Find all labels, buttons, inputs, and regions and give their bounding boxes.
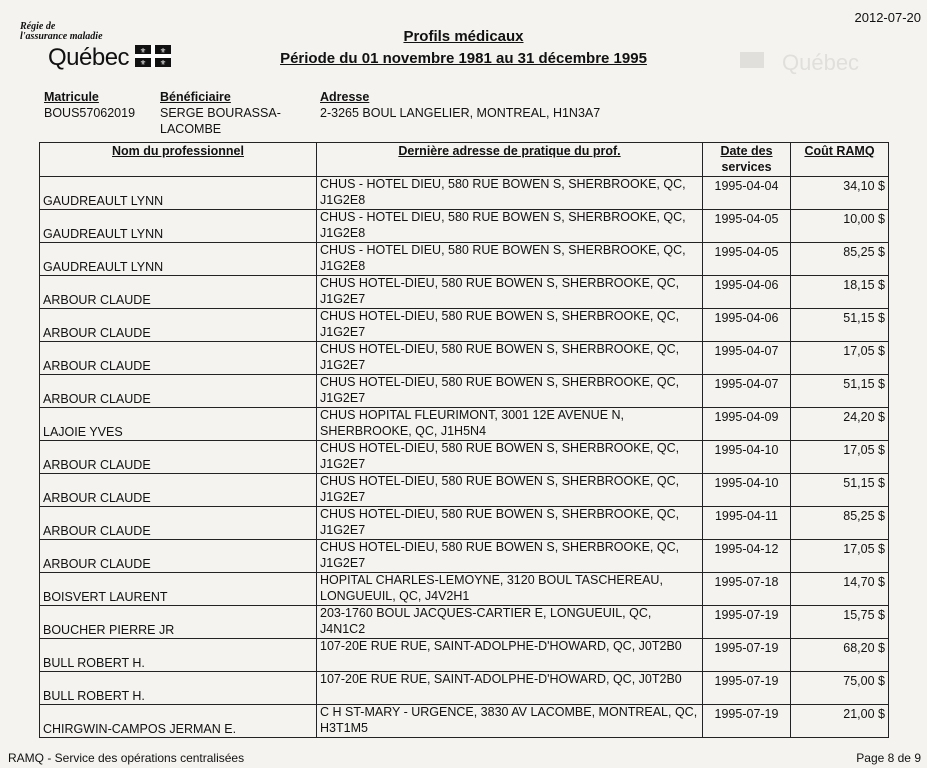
table-row [40, 375, 889, 408]
table-row [40, 309, 889, 342]
professional-name-cell: ARBOUR CLAUDE [40, 507, 317, 540]
professional-name-cell: GAUDREAULT LYNN [40, 177, 317, 210]
ramq-cost-cell: 18,15 $ [791, 276, 889, 309]
page-number: Page 8 de 9 [856, 751, 921, 765]
service-date-cell: 1995-04-09 [703, 408, 791, 441]
ramq-cost-cell: 68,20 $ [791, 639, 889, 672]
table-row [40, 705, 889, 738]
table-row [40, 210, 889, 243]
beneficiaire-label: Bénéficiaire [160, 90, 231, 104]
ramq-cost-cell: 85,25 $ [791, 243, 889, 276]
header-date: Date des services [703, 143, 791, 177]
professional-name-cell: ARBOUR CLAUDE [40, 375, 317, 408]
practice-address-cell: CHUS HOTEL-DIEU, 580 RUE BOWEN S, SHERBROOKE, QC, J1G2E7 [317, 342, 703, 375]
ramq-cost-cell: 17,05 $ [791, 540, 889, 573]
professional-name-cell: ARBOUR CLAUDE [40, 474, 317, 507]
ramq-cost-cell: 24,20 $ [791, 408, 889, 441]
table-row [40, 606, 889, 639]
table-row [40, 408, 889, 441]
ramq-cost-cell: 85,25 $ [791, 507, 889, 540]
service-date-cell: 1995-04-05 [703, 243, 791, 276]
ramq-cost-cell: 21,00 $ [791, 705, 889, 738]
service-date-cell: 1995-04-11 [703, 507, 791, 540]
print-date: 2012-07-20 [854, 10, 921, 25]
document-period: Période du 01 novembre 1981 au 31 décembre 1995 [280, 50, 647, 67]
svg-text:⚜: ⚜ [139, 59, 147, 67]
logo-line1: Régie de [20, 21, 56, 32]
professional-name-cell: ARBOUR CLAUDE [40, 309, 317, 342]
service-date-cell: 1995-07-19 [703, 705, 791, 738]
professional-name-cell: GAUDREAULT LYNN [40, 243, 317, 276]
adresse-label: Adresse [320, 90, 370, 104]
svg-text:⚜: ⚜ [139, 47, 147, 55]
professional-name-cell: ARBOUR CLAUDE [40, 441, 317, 474]
adresse-block [320, 89, 720, 121]
practice-address-cell: 107-20E RUE RUE, SAINT-ADOLPHE-D'HOWARD, QC, J0T2B0 [317, 672, 703, 705]
table-row [40, 474, 889, 507]
service-date-cell: 1995-04-10 [703, 441, 791, 474]
professional-name-cell: BOISVERT LAURENT [40, 573, 317, 606]
header-adresse: Dernière adresse de pratique du prof. [317, 143, 703, 177]
table-row [40, 276, 889, 309]
table-row [40, 441, 889, 474]
matricule-label: Matricule [44, 90, 99, 104]
ramq-cost-cell: 51,15 $ [791, 375, 889, 408]
practice-address-cell: CHUS HOTEL-DIEU, 580 RUE BOWEN S, SHERBROOKE, QC, J1G2E7 [317, 507, 703, 540]
practice-address-cell: CHUS HOTEL-DIEU, 580 RUE BOWEN S, SHERBROOKE, QC, J1G2E7 [317, 309, 703, 342]
practice-address-cell: CHUS HOPITAL FLEURIMONT, 3001 12E AVENUE N, SHERBROOKE, QC, J1H5N4 [317, 408, 703, 441]
service-date-cell: 1995-07-19 [703, 672, 791, 705]
professional-name-cell: BOUCHER PIERRE JR [40, 606, 317, 639]
practice-address-cell: CHUS HOTEL-DIEU, 580 RUE BOWEN S, SHERBROOKE, QC, J1G2E7 [317, 540, 703, 573]
table-row [40, 639, 889, 672]
table-row [40, 573, 889, 606]
professional-name-cell: GAUDREAULT LYNN [40, 210, 317, 243]
service-date-cell: 1995-04-10 [703, 474, 791, 507]
table-row [40, 540, 889, 573]
professional-name-cell: ARBOUR CLAUDE [40, 342, 317, 375]
service-date-cell: 1995-04-05 [703, 210, 791, 243]
service-date-cell: 1995-04-12 [703, 540, 791, 573]
ramq-cost-cell: 17,05 $ [791, 342, 889, 375]
table-row [40, 672, 889, 705]
service-date-cell: 1995-07-18 [703, 573, 791, 606]
medical-profile-table [39, 142, 889, 738]
header-cout: Coût RAMQ [791, 143, 889, 177]
table-row [40, 177, 889, 210]
service-date-cell: 1995-04-04 [703, 177, 791, 210]
professional-name-cell: ARBOUR CLAUDE [40, 276, 317, 309]
service-date-cell: 1995-04-06 [703, 309, 791, 342]
practice-address-cell: 203-1760 BOUL JACQUES-CARTIER E, LONGUEUIL, QC, J4N1C2 [317, 606, 703, 639]
ramq-cost-cell: 51,15 $ [791, 309, 889, 342]
footer-service: RAMQ - Service des opérations centralisées [8, 751, 245, 765]
logo-quebec: Québec [48, 44, 130, 71]
matricule-block [44, 89, 154, 121]
ramq-cost-cell: 10,00 $ [791, 210, 889, 243]
practice-address-cell: CHUS - HOTEL DIEU, 580 RUE BOWEN S, SHERBROOKE, QC, J1G2E8 [317, 210, 703, 243]
service-date-cell: 1995-04-07 [703, 375, 791, 408]
service-date-cell: 1995-04-06 [703, 276, 791, 309]
practice-address-cell: CHUS - HOTEL DIEU, 580 RUE BOWEN S, SHERBROOKE, QC, J1G2E8 [317, 243, 703, 276]
table-row [40, 243, 889, 276]
professional-name-cell: CHIRGWIN-CAMPOS JERMAN E. [40, 705, 317, 738]
professional-name-cell: ARBOUR CLAUDE [40, 540, 317, 573]
professional-name-cell: BULL ROBERT H. [40, 672, 317, 705]
ramq-cost-cell: 34,10 $ [791, 177, 889, 210]
professional-name-cell: BULL ROBERT H. [40, 639, 317, 672]
practice-address-cell: C H ST-MARY - URGENCE, 3830 AV LACOMBE, MONTREAL, QC, H3T1M5 [317, 705, 703, 738]
practice-address-cell: CHUS HOTEL-DIEU, 580 RUE BOWEN S, SHERBROOKE, QC, J1G2E7 [317, 474, 703, 507]
service-date-cell: 1995-07-19 [703, 606, 791, 639]
beneficiaire-block [160, 89, 300, 137]
table-row [40, 342, 889, 375]
practice-address-cell: HOPITAL CHARLES-LEMOYNE, 3120 BOUL TASCHEREAU, LONGUEUIL, QC, J4V2H1 [317, 573, 703, 606]
practice-address-cell: CHUS HOTEL-DIEU, 580 RUE BOWEN S, SHERBROOKE, QC, J1G2E7 [317, 441, 703, 474]
service-date-cell: 1995-07-19 [703, 639, 791, 672]
matricule-value: BOUS57062019 [44, 106, 136, 120]
header-professionnel: Nom du professionnel [40, 143, 317, 177]
svg-text:⚜: ⚜ [159, 47, 167, 55]
adresse-value: 2-3265 BOUL LANGELIER, MONTREAL, H1N3A7 [320, 106, 601, 120]
logo-line2: l'assurance maladie [20, 31, 103, 42]
svg-text:⚜: ⚜ [159, 59, 167, 67]
ramq-cost-cell: 14,70 $ [791, 573, 889, 606]
practice-address-cell: CHUS HOTEL-DIEU, 580 RUE BOWEN S, SHERBROOKE, QC, J1G2E7 [317, 375, 703, 408]
service-date-cell: 1995-04-07 [703, 342, 791, 375]
ramq-cost-cell: 15,75 $ [791, 606, 889, 639]
document-title: Profils médicaux [403, 28, 524, 45]
practice-address-cell: 107-20E RUE RUE, SAINT-ADOLPHE-D'HOWARD, QC, J0T2B0 [317, 639, 703, 672]
beneficiaire-value: SERGE BOURASSA-LACOMBE [160, 106, 281, 136]
svg-text:Québec: Québec [782, 50, 860, 75]
ramq-cost-cell: 51,15 $ [791, 474, 889, 507]
practice-address-cell: CHUS HOTEL-DIEU, 580 RUE BOWEN S, SHERBROOKE, QC, J1G2E7 [317, 276, 703, 309]
table-row [40, 507, 889, 540]
table-header-row [40, 143, 889, 177]
practice-address-cell: CHUS - HOTEL DIEU, 580 RUE BOWEN S, SHERBROOKE, QC, J1G2E8 [317, 177, 703, 210]
professional-name-cell: LAJOIE YVES [40, 408, 317, 441]
ramq-cost-cell: 75,00 $ [791, 672, 889, 705]
ramq-cost-cell: 17,05 $ [791, 441, 889, 474]
